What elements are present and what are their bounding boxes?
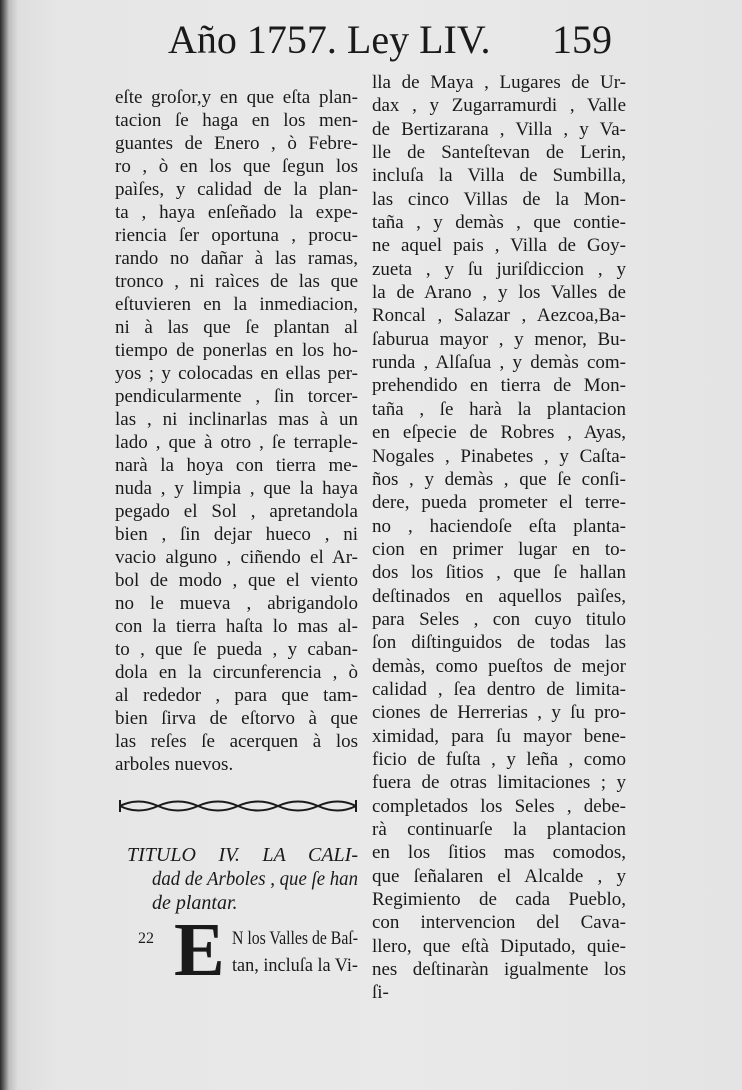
text-line [372, 748, 626, 771]
text-line-content: Regimiento de cada Pueblo, [372, 889, 626, 911]
text-line-content: Roncal , Salazar , Aezcoa,Ba- [372, 305, 626, 327]
text-line-content: no le mueva , abrigandolo [115, 593, 358, 614]
section-title-line [152, 867, 358, 891]
text-line-content: las , ni inclinarlas mas à un [115, 409, 358, 430]
text-line [372, 935, 626, 958]
text-line-content: runda , Alſaſua , y demàs com- [372, 352, 626, 374]
text-line [372, 281, 626, 304]
text-line [115, 431, 358, 454]
ornament-divider [118, 797, 358, 815]
text-line [115, 730, 358, 753]
text-line-content: rà continuarſe la plantacion [372, 819, 626, 840]
right-column [372, 71, 626, 1005]
text-line [115, 477, 358, 500]
text-line-content: riencia ſer oportuna , procu- [115, 225, 358, 246]
text-line [115, 592, 358, 615]
text-line-content: tacion ſe haga en los men- [115, 110, 358, 131]
text-line [115, 408, 358, 431]
text-line-content: llero, que eſtà Diputado, quie- [372, 935, 626, 957]
drop-cap: E [174, 912, 225, 988]
text-line [372, 328, 626, 351]
text-line [115, 500, 358, 523]
text-line-content: las reſes ſe acerquen à los [115, 731, 358, 752]
text-line [115, 684, 358, 707]
text-line [115, 293, 358, 316]
text-line-content: bol de modo , que el viento [115, 570, 358, 591]
text-line [372, 234, 626, 257]
text-line [372, 818, 626, 841]
text-line [372, 538, 626, 561]
text-line-content: en eſpecie de Robres , Ayas, [372, 422, 626, 444]
text-line [372, 725, 626, 748]
text-line-content: en los ſitios mas comodos, [372, 842, 626, 864]
text-line [115, 339, 358, 362]
page-number: 159 [552, 17, 612, 62]
section-title-text: TITULO IV. LA CALI- [127, 844, 358, 866]
opening-lines [232, 925, 358, 979]
text-line-content: para Seles , con cuyo titulo [372, 608, 626, 630]
text-line [372, 608, 626, 631]
text-line [115, 132, 358, 155]
text-line-content: yos ; y colocadas en ellas per- [115, 363, 358, 384]
text-line [372, 445, 626, 468]
text-line-content: eſtuvieren en la inmediacion, [115, 294, 358, 315]
text-line [372, 374, 626, 397]
text-line [115, 155, 358, 178]
left-column [115, 86, 358, 776]
text-line-content: las cinco Villas de la Mon- [372, 188, 626, 210]
text-line [372, 188, 626, 211]
text-line [115, 270, 358, 293]
text-line [372, 958, 626, 981]
text-line-content: lado , que à otro , ſe terraple- [115, 432, 358, 453]
text-line-content: bien ſirva de eſtorvo à que [115, 708, 358, 729]
section-title-text: dad de Arboles , que ſe han [152, 868, 358, 890]
section-title-line [127, 843, 358, 867]
text-line [115, 753, 358, 776]
text-line [115, 86, 358, 109]
text-line [372, 398, 626, 421]
text-line-content: fuera de otras limitaciones ; y [372, 772, 626, 794]
text-line-content: nes deſtinaràn igualmente los [372, 959, 626, 981]
text-line [115, 615, 358, 638]
text-line [115, 523, 358, 546]
text-line [372, 94, 626, 117]
text-line-content: rando no dañar à las ramas, [115, 248, 358, 269]
text-line [115, 661, 358, 684]
text-line [372, 141, 626, 164]
text-line [115, 385, 358, 408]
text-line [372, 795, 626, 818]
text-line [372, 164, 626, 187]
text-line-content: incluſa la Villa de Sumbilla, [372, 165, 626, 187]
text-line [372, 71, 626, 94]
section-title-text: de plantar. [152, 892, 238, 914]
section-title [127, 843, 358, 915]
text-line [232, 925, 358, 952]
text-line [372, 561, 626, 584]
text-line-content: narà la hoya con tierra me- [115, 455, 358, 476]
text-line [115, 178, 358, 201]
text-line-content: ta , haya enſeñado la expe- [115, 202, 358, 223]
text-line [372, 981, 626, 1004]
text-line-content: Nogales , Pinabetes , y Caſta- [372, 445, 626, 467]
text-line-content: bien , ſin dejar hueco , ni [115, 524, 358, 545]
text-line-content: pendicularmente , ſin torcer- [115, 386, 358, 407]
text-line-content: dax , y Zugarramurdi , Valle [372, 95, 626, 117]
text-line [372, 585, 626, 608]
text-line-content: nuda , y limpia , que la haya [115, 478, 358, 499]
text-line [372, 211, 626, 234]
text-line [372, 911, 626, 934]
text-line-content: con la tierra haſta lo mas al- [115, 616, 358, 637]
text-line-content: ſaburua mayor , y menor, Bu- [372, 328, 626, 350]
text-line-content: completados los Seles , debe- [372, 795, 626, 817]
text-line-content: ro , ò en los que ſegun los [115, 156, 358, 177]
text-line-content: paìſes, y calidad de la plan- [115, 179, 358, 200]
text-line [115, 546, 358, 569]
text-line-content: guantes de Enero , ò Febre- [115, 133, 358, 154]
text-line-content: zueta , y ſu juriſdiccion , y [372, 258, 626, 280]
text-line-content: no , haciendoſe eſta planta- [372, 515, 626, 537]
text-line-content: dos los ſitios , que ſe hallan [372, 562, 626, 584]
text-line-content: prehendido en tierra de Mon- [372, 375, 626, 397]
text-line-content: tiempo de ponerlas en los ho- [115, 340, 358, 361]
text-line [372, 515, 626, 538]
text-line [372, 701, 626, 724]
text-line-content: cion en primer lugar en to- [372, 538, 626, 560]
text-line-content: deſtinados en aquellos paìſes, [372, 585, 626, 607]
text-line-content: calidad , ſea dentro de limita- [372, 678, 626, 700]
text-line-content: arboles nuevos. [115, 754, 234, 775]
text-line-content: ne aquel pais , Villa de Goy- [372, 235, 626, 257]
text-line [115, 707, 358, 730]
text-line [372, 631, 626, 654]
text-line [372, 351, 626, 374]
text-line-content: demàs, como pueſtos de mejor [372, 655, 626, 677]
text-line-content: lla de Maya , Lugares de Ur- [372, 72, 626, 93]
text-line [115, 569, 358, 592]
text-line-content: de Bertizarana , Villa , y Va- [372, 118, 626, 140]
text-line [115, 109, 358, 132]
text-line-content: con intervencion del Cava- [372, 912, 626, 934]
text-line [232, 952, 358, 979]
text-line-content: N los Valles de Baſ- [232, 928, 358, 949]
text-line [372, 841, 626, 864]
running-title: Año 1757. Ley LIV. [168, 17, 491, 62]
text-line-content: taña , y demàs , que contie- [372, 212, 626, 234]
text-line [372, 655, 626, 678]
text-line [115, 362, 358, 385]
paragraph-number: 22 [138, 930, 154, 947]
text-line [372, 468, 626, 491]
text-line-content: ximidad, para ſu mayor bene- [372, 725, 626, 747]
text-line [372, 865, 626, 888]
text-line-content: que ſeñalaren el Alcalde , y [372, 865, 626, 887]
text-line-content: ciones de Herrerias , y ſu pro- [372, 702, 626, 724]
text-line-content: taña , ſe harà la plantacion [372, 398, 626, 420]
text-line [372, 888, 626, 911]
text-line [115, 201, 358, 224]
text-line-content: tronco , ni raìces de las que [115, 271, 358, 292]
text-line-content: ſi- [372, 982, 389, 1004]
text-line [372, 421, 626, 444]
text-line-content: lle de Santeſtevan de Lerin, [372, 142, 626, 164]
text-line [372, 771, 626, 794]
text-line-content: tan, incluſa la Vi- [232, 955, 359, 976]
text-line-content: ni à las que ſe plantan al [115, 317, 358, 338]
text-line-content: to , que ſe pueda , y caban- [115, 639, 358, 660]
text-line [115, 638, 358, 661]
text-line [372, 258, 626, 281]
text-line-content: dere, pueda prometer el terre- [372, 492, 626, 514]
text-line-content: ſon diſtinguidos de todas las [372, 632, 626, 654]
text-line-content: dola en la circunferencia , ò [115, 662, 358, 683]
text-line-content: vacio alguno , ciñendo el Ar- [115, 547, 358, 568]
text-line [372, 118, 626, 141]
text-line [372, 304, 626, 327]
text-line [115, 454, 358, 477]
text-line [372, 678, 626, 701]
text-line-content: pegado el Sol , apretandola [115, 501, 358, 522]
text-line-content: eſte groſor,y en que eſta plan- [115, 87, 358, 108]
text-line-content: la de Arano , y los Valles de [372, 282, 626, 304]
text-line-content: ficio de fuſta , y leña , como [372, 748, 626, 770]
text-line-content: ños , y demàs , que ſe conſi- [372, 468, 626, 490]
text-line [115, 247, 358, 270]
text-line-content: al rededor , para que tam- [115, 685, 358, 706]
text-line [372, 491, 626, 514]
text-line [115, 224, 358, 247]
text-line [115, 316, 358, 339]
